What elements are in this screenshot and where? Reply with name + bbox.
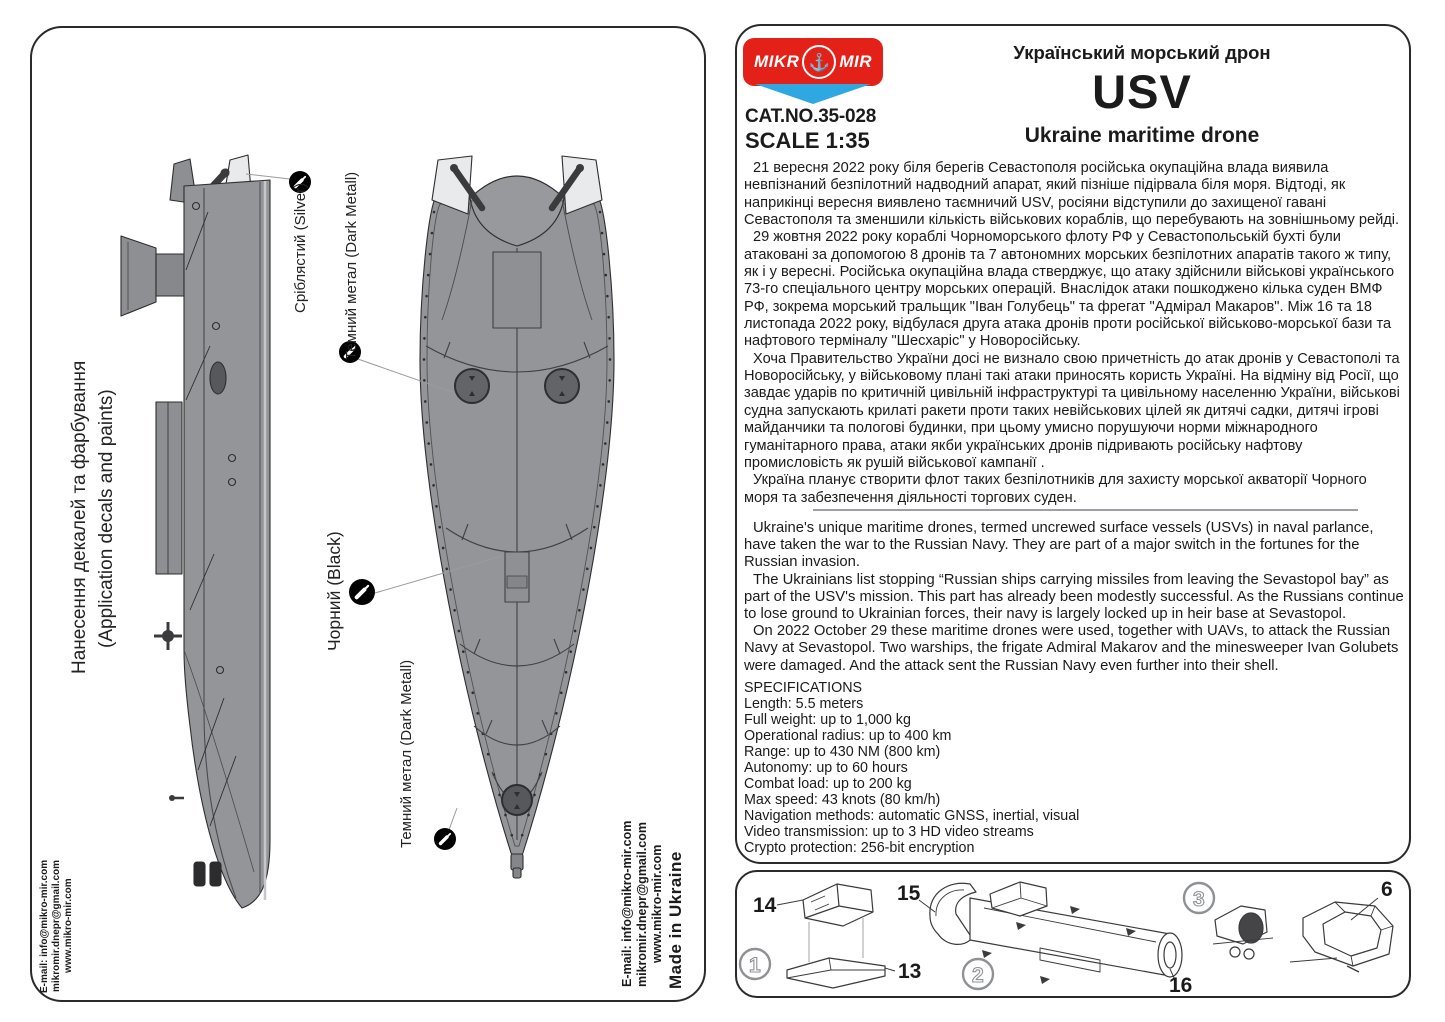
en-paragraph: Ukraine's unique maritime drones, termed uncrewed surface vessels (USVs) in naval parlance, have taken the war to the Russian Navy. They are part of a major switch in the fortunes for the Russian invasion. xyxy=(744,520,1374,571)
en-paragraph: The Ukrainians list stopping “Russian ships carrying missiles from leaving the Sevastopol bay” as part of the USV's mission. This part has already been modestly successful. As the Russians continue to lose ground to Ukrainian forces, their navy is largely locked up in heir base at Sevastopol. xyxy=(744,571,1404,623)
specifications-block xyxy=(744,680,1404,856)
callout-black: Чорний (Black) xyxy=(324,531,344,651)
spec-item: Video transmission: up to 3 HD video streams xyxy=(744,824,1034,840)
contact-email-2: mikromir.dnepr@gmail.com xyxy=(51,860,62,993)
step-number-1: 1 xyxy=(749,954,761,977)
usv-side-view-drawing xyxy=(120,150,302,912)
contact-email-1: E-mail: info@mikro-mir.com xyxy=(620,820,634,988)
paint-icon-black xyxy=(349,579,375,605)
history-text-english xyxy=(744,520,1404,675)
callout-silver: Сріблястий (Silver) xyxy=(292,182,309,314)
assembly-steps-panel xyxy=(735,870,1411,998)
callout-dark-metal-bottom: Темний метал (Dark Metall) xyxy=(398,659,415,848)
page-title: USV xyxy=(1092,65,1192,118)
part-number-14: 14 xyxy=(753,894,777,917)
catalog-number: CAT.NO.35-028 xyxy=(745,106,877,127)
paint-icon-dark-metal-bottom xyxy=(434,828,456,850)
spec-item: Navigation methods: automatic GNSS, inertial, visual xyxy=(744,808,1080,824)
painting-guide-panel xyxy=(30,26,706,1002)
assembly-diagram xyxy=(737,872,1409,996)
part-number-13: 13 xyxy=(898,960,922,983)
subtitle-english: Ukraine maritime drone xyxy=(1024,124,1260,147)
contact-info-large xyxy=(620,818,665,990)
logo-blue-ribbon xyxy=(755,84,871,104)
step-number-2: 2 xyxy=(972,964,984,987)
history-text-ukrainian xyxy=(744,160,1404,507)
mikromir-logo xyxy=(743,38,883,86)
description-panel xyxy=(735,24,1411,864)
contact-website: www.mikro-mir.com xyxy=(63,878,74,974)
specifications-heading: SPECIFICATIONS xyxy=(744,680,863,696)
spec-item: Autonomy: up to 60 hours xyxy=(744,760,908,776)
painting-guide-title-uk: Нанесення декалей та фарбування xyxy=(69,360,90,674)
en-paragraph: On 2022 October 29 these maritime drones were used, together with UAVs, to attack the Russian Navy at Sevastopol. Two warships, the frigate Admiral Makarov and the minesweeper Ivan Golubets were damaged. And the attack sent the Russian Navy even further into their shell. xyxy=(744,623,1399,674)
logo-text-left: MIKR xyxy=(753,52,800,71)
painting-guide-title-en: (Application decals and paints) xyxy=(96,389,117,649)
spec-item: Combat load: up to 200 kg xyxy=(744,776,912,792)
part-number-6: 6 xyxy=(1381,878,1393,901)
anchor-icon: ⚓ xyxy=(802,45,836,79)
part-number-16: 16 xyxy=(1169,974,1193,996)
logo-text-right: MIR xyxy=(839,52,873,71)
spec-item: Operational radius: up to 400 km xyxy=(744,728,952,744)
contact-info-small xyxy=(39,846,75,1006)
title-ukrainian: Український морський дрон xyxy=(1013,42,1271,63)
painting-guide-title xyxy=(66,360,120,674)
contact-website: www.mikro-mir.com xyxy=(650,844,664,964)
contact-email-2: mikromir.dnepr@gmail.com xyxy=(635,821,649,987)
uk-paragraph: Хоча Правительство України досі не визнало свою причетність до атак дронів у Севастополі та Новоросійську, у військовому плані такі атаки приносять користь Україні. На відміну від Росії, що завдає ударів по критичній цивільній інфраструктурі та цивільному населенню України, військові судна запускають крилаті ракети проти таких невійськових цілей як дитячі садки, дитячі ігрові майданчики та пологові будинки, при цьому умисно порушуючи норми міжнародного гуманітарного права, атаки якби українських дронів підривають російську нафтову промисловість як рушій військової кампанії . xyxy=(744,350,1400,471)
part-number-15: 15 xyxy=(897,882,921,905)
spec-item: Range: up to 430 NM (800 km) xyxy=(744,744,941,760)
scale-label: SCALE 1:35 xyxy=(745,128,870,153)
step-number-3: 3 xyxy=(1193,888,1205,911)
uk-paragraph: Україна планує створити флот таких безпілотників для захисту морської акваторії Чорного моря та забезпечення діяльності торгових суден. xyxy=(744,472,1367,506)
contact-email-1: E-mail: info@mikro-mir.com xyxy=(39,859,50,993)
spec-item: Length: 5.5 meters xyxy=(744,696,864,712)
spec-item: Max speed: 43 knots (80 km/h) xyxy=(744,792,941,808)
usv-top-view-drawing xyxy=(410,152,624,914)
uk-paragraph: 29 жовтня 2022 року кораблі Чорноморського флоту РФ у Севастопольській бухті були атаковані за допомогою 8 дронів та 7 автономних морських безпілотних апаратів такого ж типу, як і у вересні. Російська окупаційна влада стверджує, що атаку здійснили військові українського 73-го спеціального центру морських операцій. Внаслідок атаки пошкоджено кілька суден ВМФ РФ, зокрема морський тральщик "Іван Голубець" та фрегат "Адмірал Макаров". Між 16 та 18 листопада 2022 року, відбулася друга атака дронів проти російської військово-морської бази та нафтового терміналу "Шесхаріс" у Новоросійську. xyxy=(744,229,1395,350)
section-divider xyxy=(813,509,1358,511)
spec-item: Crypto protection: 256-bit encryption xyxy=(744,840,975,856)
uk-paragraph: 21 вересня 2022 року біля берегів Севастополя російська окупаційна влада виявила невпізнаний безпілотний надводний апарат, який пізніше підірвала біля моря. Відтоді, як наприкінці вересня виявлено таємничий USV, росіяни відступили до захищеної гавані Севастополя та зменшили кількість військових кораблів, що перебувають на зовнішньому рейді. xyxy=(744,160,1400,229)
spec-item: Full weight: up to 1,000 kg xyxy=(744,712,911,728)
callout-dark-metal-top: Темний метал (Dark Metall) xyxy=(343,171,360,360)
made-in-ukraine-label: Made in Ukraine xyxy=(666,851,685,989)
